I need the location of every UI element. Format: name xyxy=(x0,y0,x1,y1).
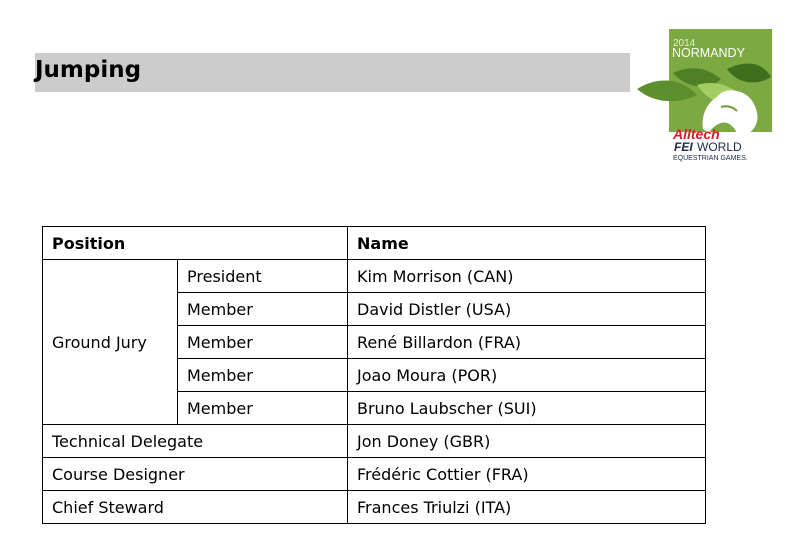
logo-event-line2: EQUESTRIAN GAMES. xyxy=(673,155,748,162)
ground-jury-label: Ground Jury xyxy=(43,260,178,425)
position-cell: Technical Delegate xyxy=(43,425,348,458)
table-row xyxy=(43,260,706,293)
position-cell: Course Designer xyxy=(43,458,348,491)
table-row xyxy=(43,491,706,524)
logo-year: 2014 xyxy=(673,38,696,49)
name-cell: Jon Doney (GBR) xyxy=(348,425,706,458)
role-cell: Member xyxy=(178,326,348,359)
name-cell: David Distler (USA) xyxy=(348,293,706,326)
role-cell: Member xyxy=(178,392,348,425)
header-name: Name xyxy=(348,227,706,260)
name-cell: René Billardon (FRA) xyxy=(348,326,706,359)
logo-org: FEI xyxy=(674,140,693,154)
logo-sponsor: Alltech xyxy=(673,126,720,142)
name-cell: Bruno Laubscher (SUI) xyxy=(348,392,706,425)
position-cell: Chief Steward xyxy=(43,491,348,524)
logo-location: NORMANDY xyxy=(672,46,745,60)
page-title: Jumping xyxy=(35,57,142,83)
weg-2014-logo xyxy=(637,29,772,165)
name-cell: Frédéric Cottier (FRA) xyxy=(348,458,706,491)
table-row xyxy=(43,425,706,458)
name-cell: Kim Morrison (CAN) xyxy=(348,260,706,293)
role-cell: Member xyxy=(178,293,348,326)
logo-event-line1: WORLD xyxy=(697,140,742,154)
role-cell: President xyxy=(178,260,348,293)
weg-logo-graphic xyxy=(637,29,772,165)
name-cell: Joao Moura (POR) xyxy=(348,359,706,392)
role-cell: Member xyxy=(178,359,348,392)
header-position: Position xyxy=(43,227,348,260)
officials-table xyxy=(42,226,706,524)
table-header-row xyxy=(43,227,706,260)
name-cell: Frances Triulzi (ITA) xyxy=(348,491,706,524)
table-row xyxy=(43,458,706,491)
title-bar xyxy=(35,53,630,92)
